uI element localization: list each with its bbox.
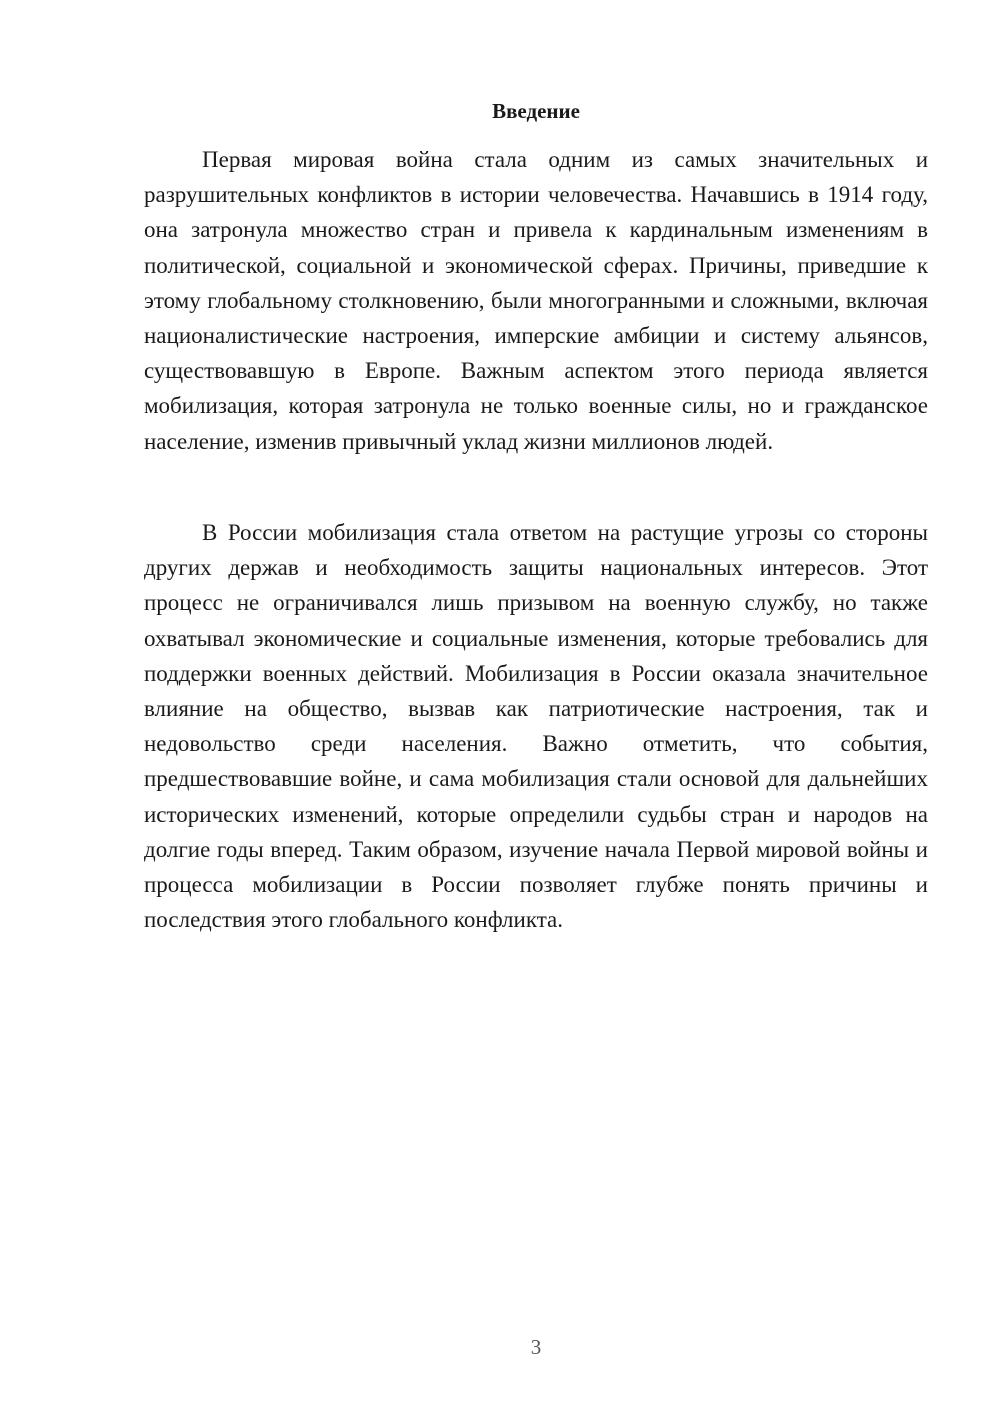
body-paragraph-1: Первая мировая война стала одним из самых значительных и разрушительных конфликтов в истории человечества. Начавшись в 1914 году, она затронула множество стран и привела к кардинальным изменениям в политической, социальной и экономической сферах. Причины, приведшие к этому глобальному столкновению, были многогранными и сложными, включая националистические настроения, имперские амбиции и систему альянсов, существовавшую в Европе. Важным аспектом этого периода является мобилизация, которая затронула не только военные силы, но и гражданское население, изменив привычный уклад жизни миллионов людей.	[144, 147, 928, 454]
section-heading: Введение	[492, 99, 580, 123]
page-number: 3	[530, 1335, 542, 1359]
body-paragraph-2: В России мобилизация стала ответом на растущие угрозы со стороны других держав и необходимость защиты национальных интересов. Этот процесс не ограничивался лишь призывом на военную службу, но также охватывал экономические и социальные изменения, которые требовались для поддержки военных действий. Мобилизация в России оказала значительное влияние на общество, вызвав как патриотические настроения, так и недовольство среди населения. Важно отметить, что события, предшествовавшие войне, и сама мобилизация стали основой для дальнейших исторических изменений, которые определили судьбы стран и народов на долгие годы вперед. Таким образом, изучение начала Первой мировой войны и процесса мобилизации в России позволяет глубже понять причины и последствия этого глобального конфликта.	[144, 520, 928, 933]
